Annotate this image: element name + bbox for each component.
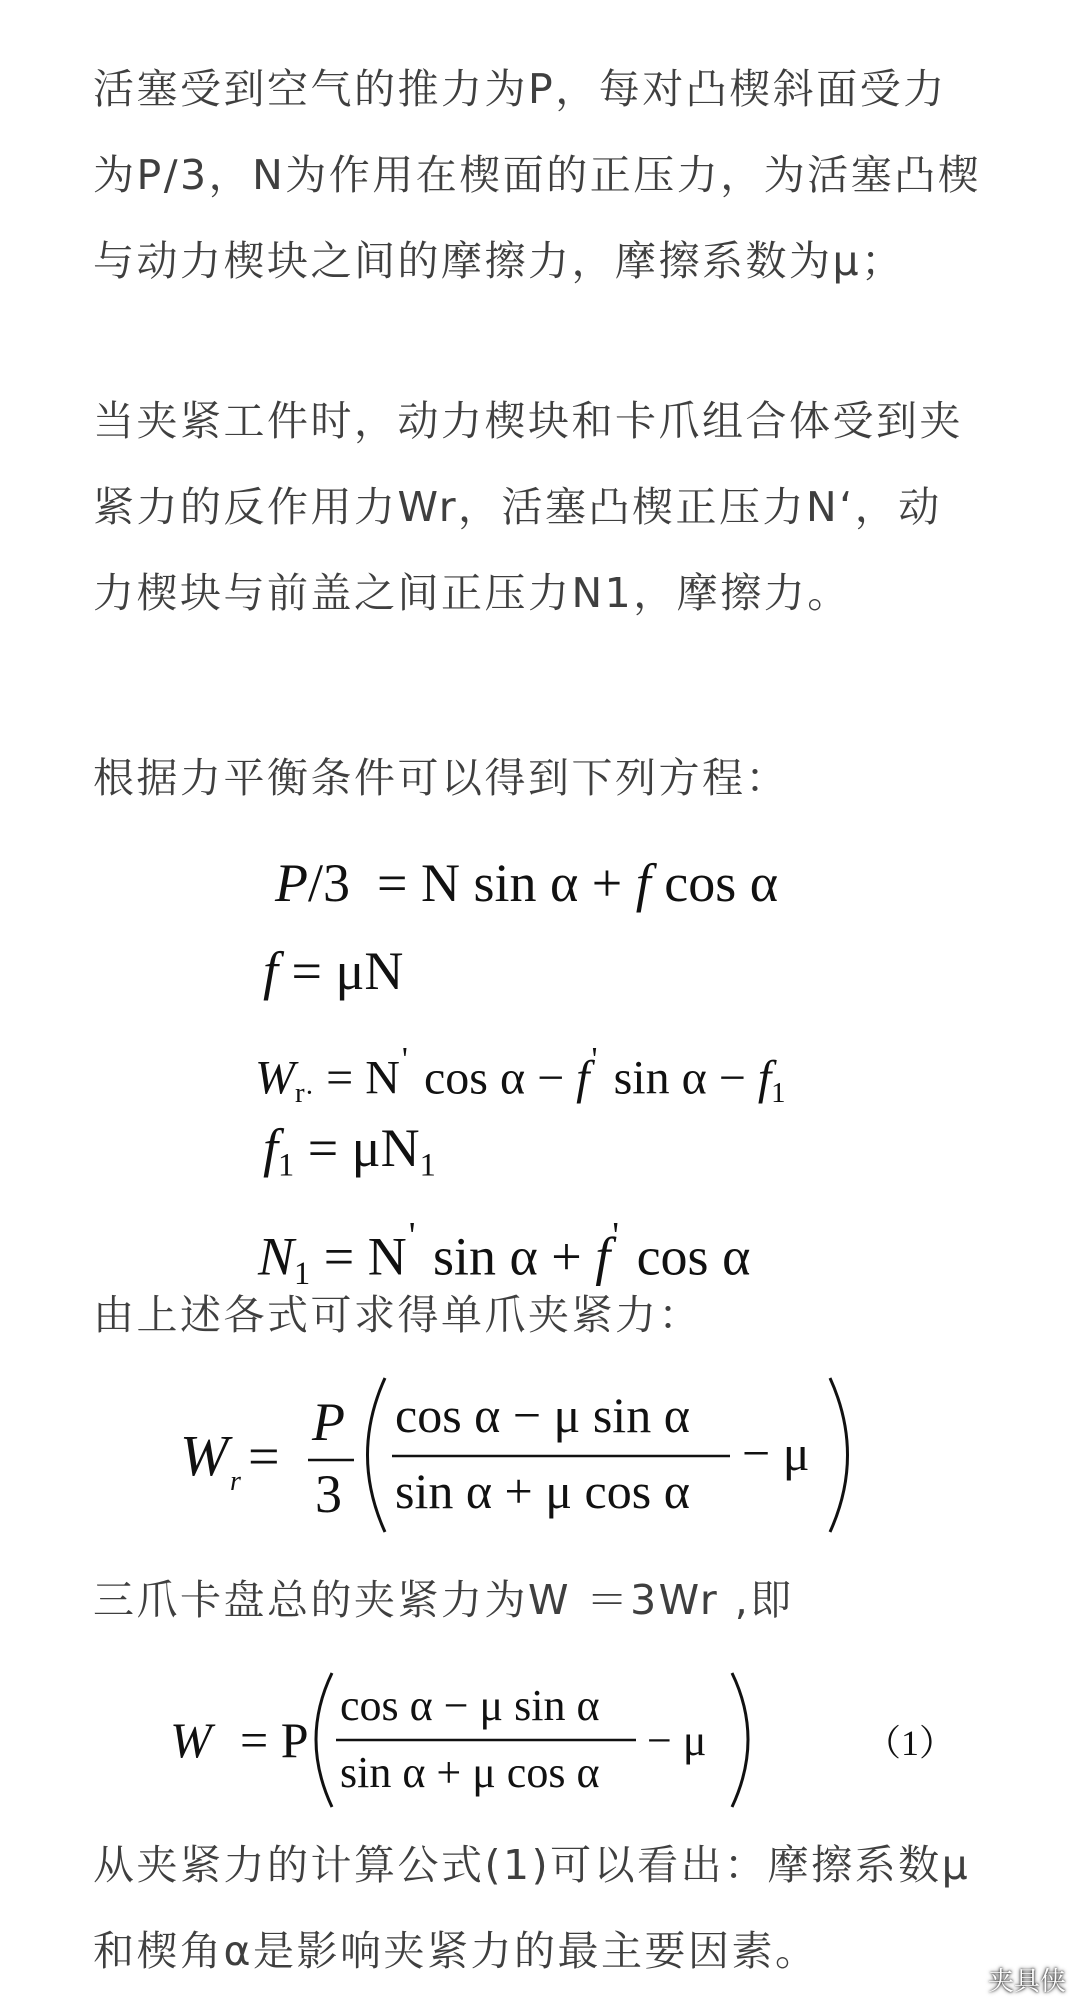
eq-subscript: 1 bbox=[419, 1147, 436, 1184]
eq-text: = μN bbox=[294, 1118, 420, 1178]
eq-numerator: cos α − μ sin α bbox=[340, 1681, 600, 1730]
equation-single-jaw-force bbox=[170, 1370, 890, 1540]
eq-subscript: r· bbox=[294, 1077, 315, 1110]
text-line: 活塞受到空气的推力为P，每对凸楔斜面受力 bbox=[93, 65, 947, 113]
watermark bbox=[946, 1961, 1066, 1998]
paragraph-single-jaw-intro bbox=[93, 1272, 993, 1358]
left-paren bbox=[316, 1673, 332, 1807]
eq-text: cos α − bbox=[411, 1051, 577, 1105]
eq-denominator: sin α + μ cos α bbox=[395, 1463, 690, 1519]
eq-numerator: cos α − μ sin α bbox=[395, 1387, 690, 1443]
eq-text: 3 bbox=[315, 1464, 342, 1524]
eq-denominator: sin α + μ cos α bbox=[340, 1748, 600, 1797]
equation-7-graphic bbox=[160, 1665, 960, 1815]
equation-6-graphic bbox=[170, 1370, 890, 1540]
eq-text: = P bbox=[240, 1712, 309, 1768]
eq-symbol: P bbox=[275, 853, 308, 913]
paragraph-force-definitions bbox=[93, 46, 993, 304]
paragraph-balance-intro bbox=[93, 735, 993, 821]
eq-text: sin α + bbox=[419, 1226, 596, 1287]
text-line: 根据力平衡条件可以得到下列方程： bbox=[93, 754, 789, 802]
eq-subscript: 1 bbox=[294, 1256, 311, 1293]
text-line: 力楔块与前盖之间正压力N1，摩擦力。 bbox=[93, 569, 851, 617]
eq-symbol: P bbox=[312, 1392, 345, 1452]
paragraph-conclusion bbox=[93, 1822, 993, 1994]
eq-text: − μ bbox=[647, 1716, 707, 1765]
text-line: 当夹紧工件时，动力楔块和卡爪组合体受到夹 bbox=[93, 397, 963, 445]
equation-system bbox=[255, 843, 955, 1293]
eq-text: sin α − bbox=[601, 1051, 758, 1105]
text-line: 与动力楔块之间的摩擦力，摩擦系数为μ； bbox=[93, 237, 905, 285]
equation-total-force bbox=[160, 1665, 960, 1815]
equation-4 bbox=[263, 1108, 436, 1188]
eq-symbol: f bbox=[263, 941, 279, 1001]
paragraph-clamping-reaction bbox=[93, 378, 993, 636]
wechat-icon bbox=[946, 1966, 980, 1994]
text-line: 三爪卡盘总的夹紧力为W ＝3Wr ,即 bbox=[93, 1576, 794, 1624]
eq-symbol: W bbox=[170, 1712, 212, 1768]
paragraph-total-force-intro bbox=[93, 1557, 993, 1643]
equation-number: （1） bbox=[865, 1723, 956, 1763]
watermark-text: 夹具侠 bbox=[987, 1967, 1066, 1997]
equation-5: $N_1 = N'$ sin α + f' cos α bbox=[258, 1215, 751, 1293]
eq-text: = μN bbox=[278, 941, 404, 1001]
eq-text: = N bbox=[310, 1226, 407, 1287]
eq-text: /3 bbox=[308, 853, 351, 913]
eq-symbol: W bbox=[255, 1051, 295, 1105]
equation-1 bbox=[275, 843, 778, 923]
left-paren bbox=[368, 1378, 386, 1532]
eq-subscript: r bbox=[230, 1466, 241, 1497]
eq-symbol: f bbox=[595, 1226, 611, 1287]
eq-subscript: 1 bbox=[278, 1147, 295, 1184]
text-line: 为P/3，N为作用在楔面的正压力，为活塞凸楔 bbox=[93, 151, 982, 199]
eq-text: − μ bbox=[742, 1425, 810, 1481]
eq-symbol: f bbox=[576, 1051, 590, 1105]
eq-symbol: f bbox=[635, 853, 651, 913]
text-line: 紧力的反作用力Wr，活塞凸楔正压力N‘，动 bbox=[93, 483, 942, 531]
eq-symbol: N bbox=[258, 1226, 295, 1287]
eq-text: cos α bbox=[650, 853, 779, 913]
text-line: 从夹紧力的计算公式(1)可以看出：摩擦系数μ bbox=[93, 1841, 971, 1889]
eq-text: = N sin α + bbox=[377, 853, 636, 913]
equation-3: $W_{r\cdot} = N'$ cos α − f' $\sin \alpha - f_1$ bbox=[255, 1041, 786, 1110]
eq-subscript: 1 bbox=[771, 1077, 786, 1110]
eq-symbol: f bbox=[263, 1118, 279, 1178]
eq-symbol: W bbox=[180, 1423, 229, 1488]
right-paren bbox=[830, 1378, 848, 1532]
eq-text: cos α bbox=[623, 1226, 751, 1287]
eq-symbol: f bbox=[757, 1051, 772, 1105]
text-line: 由上述各式可求得单爪夹紧力： bbox=[93, 1291, 702, 1339]
right-paren bbox=[732, 1673, 748, 1807]
eq-text: = bbox=[248, 1426, 280, 1488]
text-line: 和楔角α是影响夹紧力的最主要因素。 bbox=[93, 1927, 819, 1975]
equation-2 bbox=[263, 931, 403, 1011]
eq-text: = N bbox=[314, 1051, 400, 1105]
